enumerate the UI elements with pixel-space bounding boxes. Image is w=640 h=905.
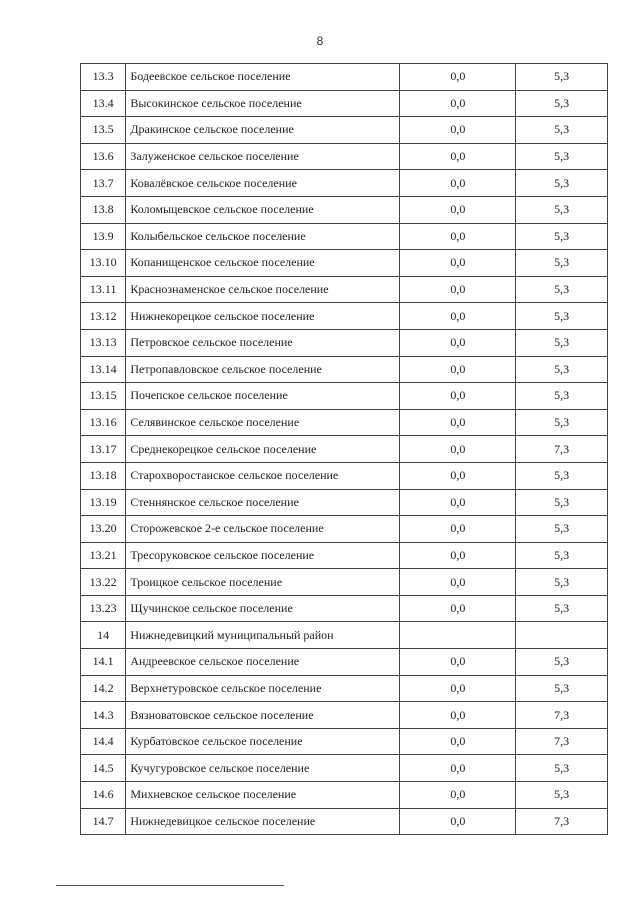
value-2-cell: 5,3 [516, 569, 608, 596]
row-number-cell: 13.21 [81, 542, 126, 569]
table-body [81, 64, 608, 835]
value-1-cell: 0,0 [400, 329, 516, 356]
row-number-cell: 13.15 [81, 383, 126, 410]
settlement-name-cell: Колыбельское сельское поселение [126, 223, 400, 250]
row-number-cell: 14.1 [81, 649, 126, 676]
settlement-name-cell: Вязноватовское сельское поселение [126, 702, 400, 729]
settlement-name-cell: Нижнекорецкое сельское поселение [126, 303, 400, 330]
value-1-cell: 0,0 [400, 276, 516, 303]
row-number-cell: 13.7 [81, 170, 126, 197]
table-row [81, 329, 608, 356]
table-row [81, 569, 608, 596]
settlement-name-cell: Почепское сельское поселение [126, 383, 400, 410]
table-row [81, 383, 608, 410]
row-number-cell: 13.18 [81, 462, 126, 489]
row-number-cell: 13.10 [81, 250, 126, 277]
value-1-cell: 0,0 [400, 462, 516, 489]
value-2-cell: 5,3 [516, 250, 608, 277]
row-number-cell: 14.7 [81, 808, 126, 835]
row-number-cell: 13.4 [81, 90, 126, 117]
table-row [81, 196, 608, 223]
table-row [81, 649, 608, 676]
settlement-name-cell: Краснознаменское сельское поселение [126, 276, 400, 303]
settlement-name-cell: Сторожевское 2-е сельское поселение [126, 516, 400, 543]
settlement-name-cell: Стеннянское сельское поселение [126, 489, 400, 516]
value-2-cell: 5,3 [516, 782, 608, 809]
value-2-cell: 7,3 [516, 702, 608, 729]
settlement-name-cell: Верхнетуровское сельское поселение [126, 675, 400, 702]
settlement-name-cell: Коломыцевское сельское поселение [126, 196, 400, 223]
value-1-cell: 0,0 [400, 90, 516, 117]
settlement-name-cell: Троицкое сельское поселение [126, 569, 400, 596]
value-1-cell: 0,0 [400, 675, 516, 702]
value-1-cell: 0,0 [400, 808, 516, 835]
table-row [81, 303, 608, 330]
settlement-name-cell: Михневское сельское поселение [126, 782, 400, 809]
value-1-cell: 0,0 [400, 356, 516, 383]
value-2-cell: 5,3 [516, 196, 608, 223]
value-2-cell: 5,3 [516, 595, 608, 622]
value-2-cell: 5,3 [516, 64, 608, 91]
value-1-cell: 0,0 [400, 436, 516, 463]
value-2-cell: 5,3 [516, 117, 608, 144]
value-1-cell: 0,0 [400, 170, 516, 197]
settlement-name-cell: Нижнедевицкий муниципальный район [126, 622, 400, 649]
settlement-name-cell: Старохворостанское сельское поселение [126, 462, 400, 489]
value-2-cell: 5,3 [516, 170, 608, 197]
row-number-cell: 13.6 [81, 143, 126, 170]
table-row [81, 117, 608, 144]
value-2-cell: 7,3 [516, 728, 608, 755]
row-number-cell: 13.3 [81, 64, 126, 91]
table-row [81, 223, 608, 250]
value-2-cell: 5,3 [516, 356, 608, 383]
table-row [81, 728, 608, 755]
row-number-cell: 13.23 [81, 595, 126, 622]
table-row [81, 276, 608, 303]
settlement-name-cell: Тресоруковское сельское поселение [126, 542, 400, 569]
value-2-cell: 5,3 [516, 383, 608, 410]
table-row [81, 542, 608, 569]
row-number-cell: 13.22 [81, 569, 126, 596]
table-row [81, 250, 608, 277]
settlements-table [80, 63, 608, 835]
value-1-cell: 0,0 [400, 196, 516, 223]
row-number-cell: 13.12 [81, 303, 126, 330]
settlement-name-cell: Среднекорецкое сельское поселение [126, 436, 400, 463]
row-number-cell: 13.8 [81, 196, 126, 223]
row-number-cell: 13.9 [81, 223, 126, 250]
value-2-cell: 5,3 [516, 489, 608, 516]
value-1-cell: 0,0 [400, 595, 516, 622]
table-row [81, 782, 608, 809]
value-2-cell: 5,3 [516, 276, 608, 303]
value-1-cell: 0,0 [400, 702, 516, 729]
value-1-cell: 0,0 [400, 64, 516, 91]
value-2-cell: 5,3 [516, 462, 608, 489]
value-1-cell: 0,0 [400, 143, 516, 170]
settlement-name-cell: Курбатовское сельское поселение [126, 728, 400, 755]
row-number-cell: 14.4 [81, 728, 126, 755]
value-2-cell: 5,3 [516, 409, 608, 436]
value-1-cell: 0,0 [400, 542, 516, 569]
settlement-name-cell: Селявинское сельское поселение [126, 409, 400, 436]
value-2-cell: 7,3 [516, 436, 608, 463]
value-1-cell: 0,0 [400, 223, 516, 250]
value-2-cell: 5,3 [516, 675, 608, 702]
table-row [81, 516, 608, 543]
row-number-cell: 13.20 [81, 516, 126, 543]
row-number-cell: 13.5 [81, 117, 126, 144]
row-number-cell: 13.16 [81, 409, 126, 436]
value-1-cell: 0,0 [400, 250, 516, 277]
settlement-name-cell: Ковалёвское сельское поселение [126, 170, 400, 197]
settlement-name-cell: Бодеевское сельское поселение [126, 64, 400, 91]
value-1-cell: 0,0 [400, 117, 516, 144]
value-2-cell: 5,3 [516, 649, 608, 676]
value-1-cell: 0,0 [400, 728, 516, 755]
table-row [81, 489, 608, 516]
page-number: 8 [316, 34, 324, 48]
value-1-cell: 0,0 [400, 383, 516, 410]
settlement-name-cell: Андреевское сельское поселение [126, 649, 400, 676]
table-row [81, 64, 608, 91]
table-row [81, 622, 608, 649]
row-number-cell: 13.11 [81, 276, 126, 303]
row-number-cell: 14.3 [81, 702, 126, 729]
settlement-name-cell: Высокинское сельское поселение [126, 90, 400, 117]
settlement-name-cell: Петропавловское сельское поселение [126, 356, 400, 383]
table-row [81, 409, 608, 436]
value-2-cell: 5,3 [516, 303, 608, 330]
footnote-separator [56, 885, 284, 886]
value-2-cell: 5,3 [516, 755, 608, 782]
table-row [81, 170, 608, 197]
value-1-cell [400, 622, 516, 649]
table-row [81, 462, 608, 489]
row-number-cell: 14.6 [81, 782, 126, 809]
row-number-cell: 13.19 [81, 489, 126, 516]
table-row [81, 143, 608, 170]
table-row [81, 436, 608, 463]
value-2-cell [516, 622, 608, 649]
value-2-cell: 5,3 [516, 516, 608, 543]
table-row [81, 675, 608, 702]
table-row [81, 755, 608, 782]
value-1-cell: 0,0 [400, 516, 516, 543]
settlement-name-cell: Щучинское сельское поселение [126, 595, 400, 622]
row-number-cell: 13.17 [81, 436, 126, 463]
row-number-cell: 14.2 [81, 675, 126, 702]
value-2-cell: 5,3 [516, 542, 608, 569]
value-1-cell: 0,0 [400, 303, 516, 330]
value-1-cell: 0,0 [400, 409, 516, 436]
table-row [81, 595, 608, 622]
row-number-cell: 14 [81, 622, 126, 649]
table-row [81, 808, 608, 835]
settlement-name-cell: Залуженское сельское поселение [126, 143, 400, 170]
value-2-cell: 5,3 [516, 223, 608, 250]
value-2-cell: 7,3 [516, 808, 608, 835]
value-1-cell: 0,0 [400, 569, 516, 596]
value-2-cell: 5,3 [516, 143, 608, 170]
row-number-cell: 13.13 [81, 329, 126, 356]
row-number-cell: 13.14 [81, 356, 126, 383]
row-number-cell: 14.5 [81, 755, 126, 782]
value-1-cell: 0,0 [400, 489, 516, 516]
value-2-cell: 5,3 [516, 329, 608, 356]
settlement-name-cell: Нижнедевицкое сельское поселение [126, 808, 400, 835]
table-row [81, 356, 608, 383]
value-1-cell: 0,0 [400, 649, 516, 676]
settlement-name-cell: Петровское сельское поселение [126, 329, 400, 356]
table-row [81, 90, 608, 117]
settlement-name-cell: Дракинское сельское поселение [126, 117, 400, 144]
settlement-name-cell: Кучугуровское сельское поселение [126, 755, 400, 782]
value-2-cell: 5,3 [516, 90, 608, 117]
value-1-cell: 0,0 [400, 755, 516, 782]
value-1-cell: 0,0 [400, 782, 516, 809]
table-row [81, 702, 608, 729]
settlement-name-cell: Копанищенское сельское поселение [126, 250, 400, 277]
